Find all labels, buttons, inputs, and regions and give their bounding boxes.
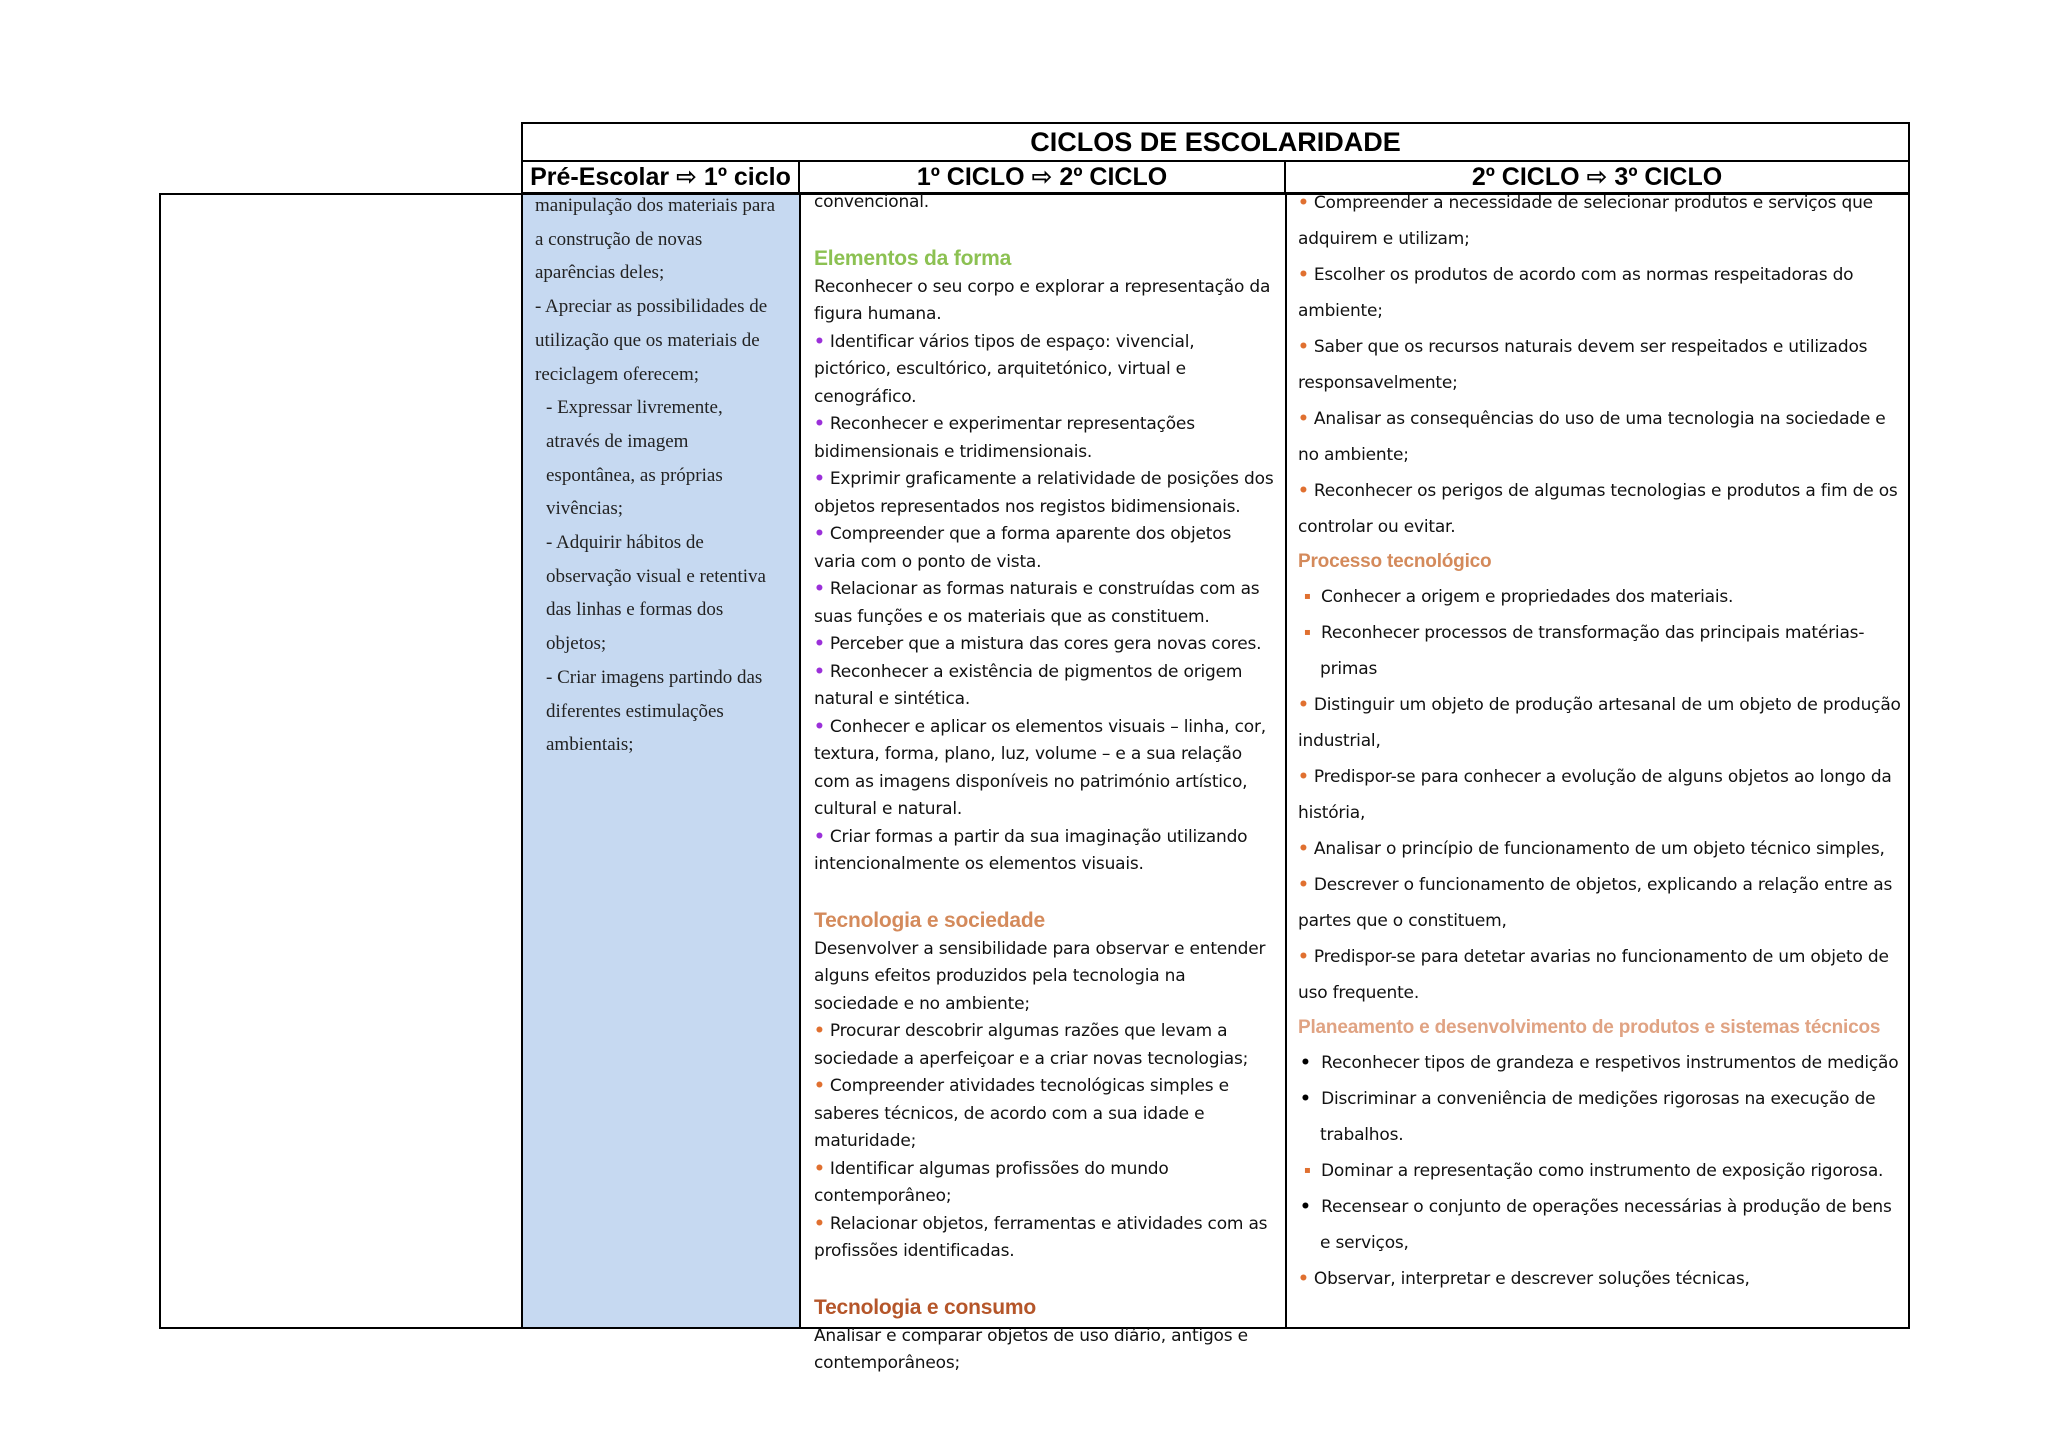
list-item: • Saber que os recursos naturais devem ser respeitados e utilizados responsavelmente; xyxy=(1298,337,1868,393)
bullet-icon: • xyxy=(1298,767,1309,787)
intro-text: convencional. xyxy=(814,192,930,212)
bullet-icon: • xyxy=(1298,1269,1309,1289)
list-item: ▪ Conhecer a origem e propriedades dos materiais. xyxy=(1304,587,1734,607)
lead-text: Reconhecer o seu corpo e explorar a representação da figura humana. xyxy=(814,276,1271,324)
list-item: • Escolher os produtos de acordo com as normas respeitadoras do ambiente; xyxy=(1298,265,1854,321)
ciclo-2-text xyxy=(1287,185,1910,1297)
bullet-icon: • xyxy=(814,1076,825,1096)
bullet-icon: • xyxy=(1300,1197,1311,1217)
list-item: • Discriminar a conveniência de medições rigorosas na execução de trabalhos. xyxy=(1300,1089,1876,1145)
list-item: ▪ Reconhecer processos de transformação das principais matérias-primas xyxy=(1304,623,1865,679)
bullet-icon: • xyxy=(1298,193,1309,213)
list-item: • Reconhecer a existência de pigmentos de origem natural e sintética. xyxy=(814,661,1243,709)
list-item: ▪ Dominar a representação como instrumento de exposição rigorosa. xyxy=(1304,1161,1884,1181)
list-item: • Reconhecer e experimentar representações bidimensionais e tridimensionais. xyxy=(814,414,1195,462)
bullet-icon: • xyxy=(814,331,825,352)
pre-line: - Adquirir hábitos de xyxy=(546,532,704,554)
pre-line: manipulação dos materiais para xyxy=(535,195,776,216)
column-header-1-ciclo: 1º CICLO ⇨ 2º CICLO xyxy=(800,160,1286,194)
ciclo-1-column xyxy=(801,192,1287,1373)
pre-line: objetos; xyxy=(546,633,607,655)
bullet-icon: • xyxy=(1298,839,1309,859)
bullet-icon: • xyxy=(1298,695,1309,715)
list-item: • Criar formas a partir da sua imaginação utilizando intencionalmente os elementos visuais. xyxy=(814,826,1248,874)
empty-column xyxy=(161,195,523,1327)
heading-tecnologia-e-sociedade: Tecnologia e sociedade xyxy=(814,908,1045,932)
list-item: • Identificar algumas profissões do mundo contemporâneo; xyxy=(814,1158,1169,1206)
square-bullet-icon: ▪ xyxy=(1304,591,1311,602)
list-item: • Distinguir um objeto de produção artesanal de um objeto de produção industrial, xyxy=(1298,695,1901,751)
pre-escolar-column xyxy=(523,195,801,1327)
list-item: • Analisar o princípio de funcionamento de um objeto técnico simples, xyxy=(1298,839,1885,859)
square-bullet-icon: ▪ xyxy=(1304,1165,1311,1176)
heading-planeamento: Planeamento e desenvolvimento de produtos e sistemas técnicos xyxy=(1298,1017,1881,1038)
bullet-icon: • xyxy=(814,1213,825,1234)
pre-line: utilização que os materiais de xyxy=(535,329,760,351)
pre-line: espontânea, as próprias xyxy=(546,464,723,486)
bullet-icon: • xyxy=(1298,875,1309,895)
bullet-icon: • xyxy=(1298,337,1309,357)
table-title: CICLOS DE ESCOLARIDADE xyxy=(523,124,1908,162)
pre-escolar-text xyxy=(523,189,799,762)
list-item: • Recensear o conjunto de operações necessárias à produção de bens e serviços, xyxy=(1300,1197,1892,1253)
list-item: • Reconhecer os perigos de algumas tecnologias e produtos a fim de os controlar ou evitar. xyxy=(1298,481,1898,537)
list-item: • Exprimir graficamente a relatividade de posições dos objetos representados nos registos bidimensionais. xyxy=(814,469,1274,517)
pre-line: reciclagem oferecem; xyxy=(535,363,700,385)
lead-text: Desenvolver a sensibilidade para observar e entender alguns efeitos produzidos pela tecnologia na sociedade e no ambiente; xyxy=(814,938,1266,1014)
list-item: • Compreender que a forma aparente dos objetos varia com o ponto de vista. xyxy=(814,524,1232,572)
pre-line: - Expressar livremente, xyxy=(546,397,723,419)
list-item: • Identificar vários tipos de espaço: vivencial, pictórico, escultórico, arquitetónico, virtual e cenográfico. xyxy=(814,331,1195,407)
list-item: • Analisar as consequências do uso de uma tecnologia na sociedade e no ambiente; xyxy=(1298,409,1886,465)
bullet-icon: • xyxy=(814,1158,825,1179)
pre-line: observação visual e retentiva xyxy=(546,565,766,587)
lead-text: Analisar e comparar objetos de uso diário, antigos e contemporâneos; xyxy=(814,1325,1248,1373)
bullet-icon: • xyxy=(1300,1053,1311,1073)
bullet-icon: • xyxy=(814,469,825,489)
list-item: • Procurar descobrir algumas razões que levam a sociedade a aperfeiçoar e a criar novas tecnologias; xyxy=(814,1021,1249,1069)
heading-processo-tecnologico: Processo tecnológico xyxy=(1298,551,1492,572)
list-item: • Predispor-se para conhecer a evolução de alguns objetos ao longo da história, xyxy=(1298,767,1892,823)
bullet-icon: • xyxy=(814,579,825,599)
list-item: • Relacionar objetos, ferramentas e atividades com as profissões identificadas. xyxy=(814,1213,1268,1261)
pre-line: - Criar imagens partindo das xyxy=(546,666,763,688)
heading-elementos-da-forma: Elementos da forma xyxy=(814,246,1012,270)
list-item: • Compreender atividades tecnológicas simples e saberes técnicos, de acordo com a sua idade e maturidade; xyxy=(814,1076,1229,1151)
bullet-icon: • xyxy=(1298,947,1309,967)
ciclo-2-column xyxy=(1287,195,1910,1327)
list-item: • Predispor-se para detetar avarias no funcionamento de um objeto de uso frequente. xyxy=(1298,947,1889,1003)
bullet-icon: • xyxy=(814,716,825,737)
square-bullet-icon: ▪ xyxy=(1304,627,1311,638)
bullet-icon: • xyxy=(814,661,825,682)
bullet-icon: • xyxy=(814,826,825,847)
table-body xyxy=(159,192,1910,1373)
pre-line: a construção de novas xyxy=(535,228,703,250)
bullet-icon: • xyxy=(1300,1089,1311,1109)
pre-line: das linhas e formas dos xyxy=(546,599,724,621)
list-item: • Relacionar as formas naturais e construídas com as suas funções e os materiais que as constituem. xyxy=(814,579,1260,627)
bullet-icon: • xyxy=(814,524,825,544)
pre-line: - Apreciar as possibilidades de xyxy=(535,296,768,318)
list-item: • Reconhecer tipos de grandeza e respetivos instrumentos de medição xyxy=(1300,1053,1899,1073)
pre-line: vivências; xyxy=(546,498,624,520)
bullet-icon: • xyxy=(814,414,825,434)
list-item: • Observar, interpretar e descrever soluções técnicas, xyxy=(1298,1269,1750,1289)
pre-line: através de imagem xyxy=(546,430,689,452)
list-item: • Conhecer e aplicar os elementos visuais – linha, cor, textura, forma, plano, luz, volume – e a sua relação com as imagens disponíveis no património artístico, cultural e natural. xyxy=(814,716,1266,819)
column-header-pre-escolar: Pré-Escolar ⇨ 1º ciclo xyxy=(523,160,800,194)
heading-tecnologia-e-consumo: Tecnologia e consumo xyxy=(814,1295,1036,1319)
bullet-icon: • xyxy=(814,634,825,654)
bullet-icon: • xyxy=(1298,409,1309,429)
table-header xyxy=(521,122,1910,194)
list-item: • Compreender a necessidade de selecionar produtos e serviços que adquirem e utilizam; xyxy=(1298,193,1873,249)
bullet-icon: • xyxy=(1298,481,1309,501)
list-item: • Perceber que a mistura das cores gera novas cores. xyxy=(814,634,1262,654)
ciclo-1-text xyxy=(801,189,1285,1378)
pre-line: ambientais; xyxy=(546,734,634,756)
pre-line: aparências deles; xyxy=(535,262,665,284)
column-header-2-ciclo: 2º CICLO ⇨ 3º CICLO xyxy=(1471,163,1723,191)
bullet-icon: • xyxy=(1298,265,1309,285)
bullet-icon: • xyxy=(814,1021,825,1041)
list-item: • Descrever o funcionamento de objetos, explicando a relação entre as partes que o constituem, xyxy=(1298,875,1893,931)
pre-line: diferentes estimulações xyxy=(546,700,724,722)
